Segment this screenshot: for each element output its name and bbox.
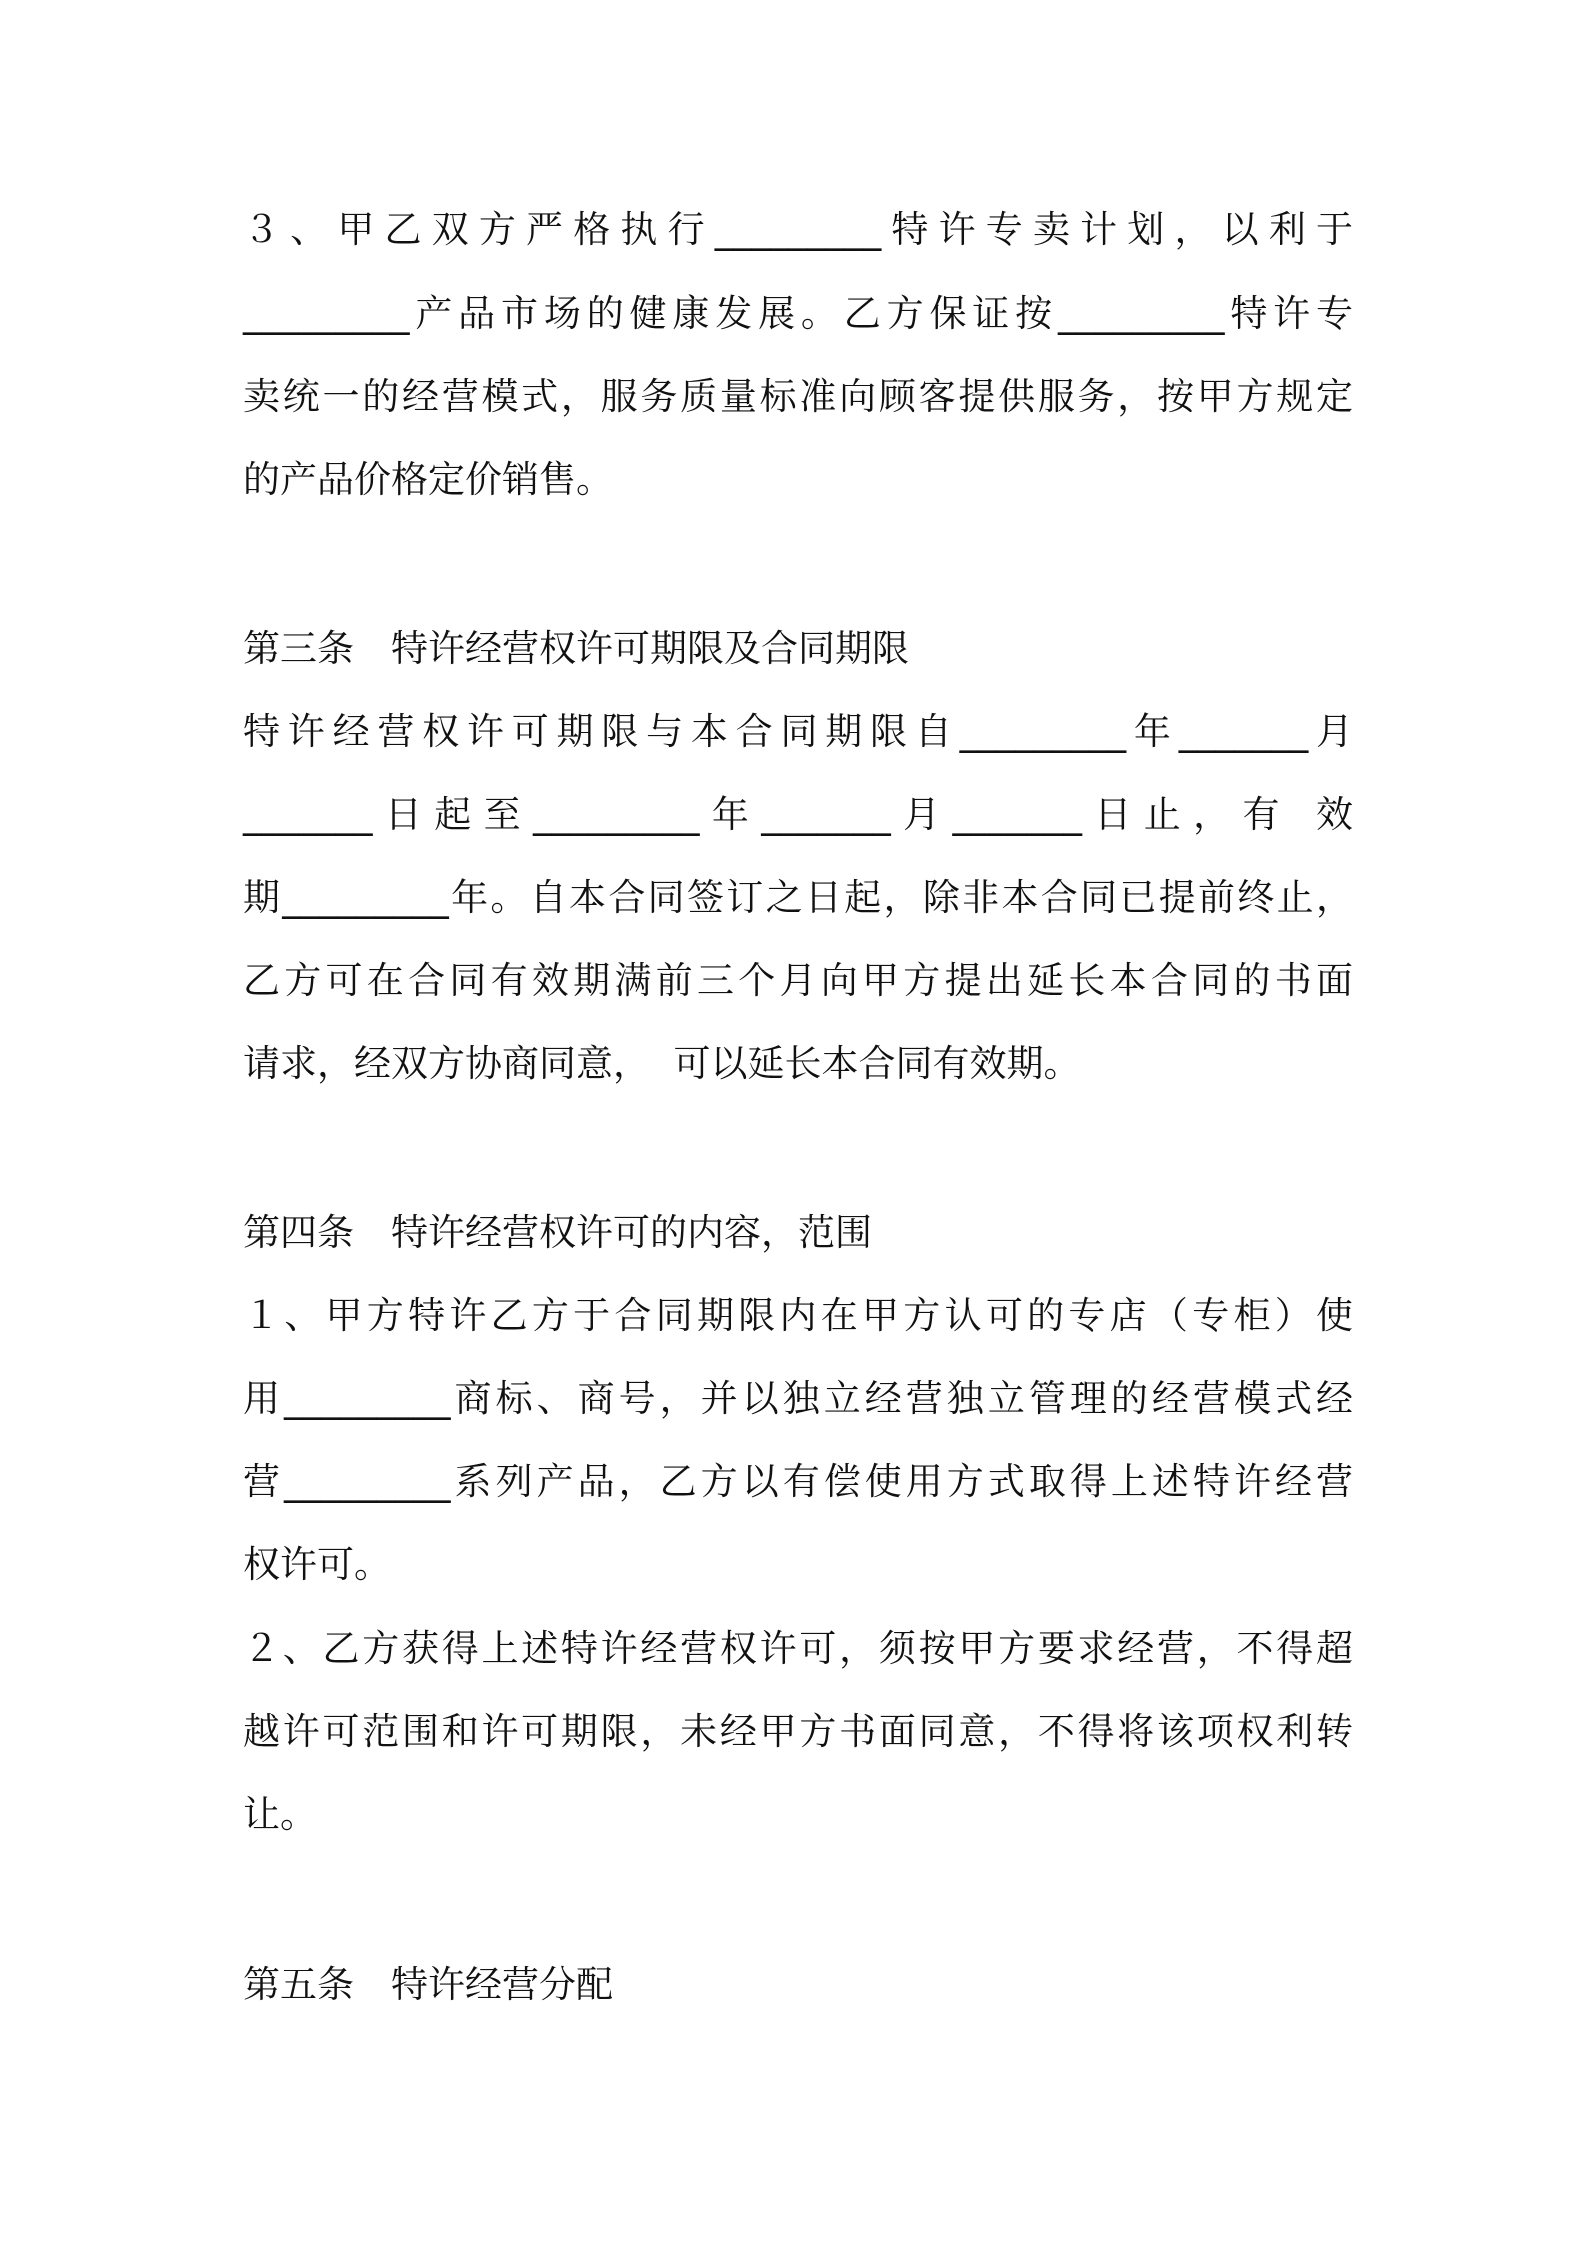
article-4-item-2-line-2: 越许可范围和许可期限，未经甲方书面同意，不得将该项权利转 [243, 1710, 1353, 1753]
article-5-heading: 第五条 特许经营分配 [243, 1963, 613, 2006]
clause-3-line-4: 的产品价格定价销售。 [243, 458, 613, 501]
article-3-line-1: 特许经营权许可期限与本合同期限自_________年_______月 [243, 710, 1353, 753]
article-3-line-4: 乙方可在合同有效期满前三个月向甲方提出延长本合同的书面 [243, 959, 1353, 1002]
article-4-item-1-line-1: １、甲方特许乙方于合同期限内在甲方认可的专店（专柜）使 [243, 1294, 1353, 1337]
clause-3-line-3: 卖统一的经营模式，服务质量标准向顾客提供服务，按甲方规定 [243, 375, 1353, 418]
article-4-item-2-line-3: 让。 [243, 1793, 317, 1836]
article-3-line-2: _______日起至_________年_______月_______日止，有 效 [243, 793, 1353, 836]
article-4-item-2-line-1: ２、乙方获得上述特许经营权许可，须按甲方要求经营，不得超 [243, 1627, 1353, 1670]
article-4-item-1-line-3: 营_________系列产品，乙方以有偿使用方式取得上述特许经营 [243, 1460, 1353, 1503]
article-4-item-1-line-4: 权许可。 [243, 1543, 391, 1586]
article-4-heading: 第四条 特许经营权许可的内容，范围 [243, 1211, 872, 1254]
article-4-item-1-line-2: 用_________商标、商号，并以独立经营独立管理的经营模式经 [243, 1377, 1353, 1420]
clause-3-line-1: ３、甲乙双方严格执行_________特许专卖计划，以利于 [243, 208, 1353, 251]
article-3-line-5: 请求，经双方协商同意， 可以延长本合同有效期。 [243, 1042, 1081, 1085]
article-3-line-3: 期_________年。自本合同签订之日起，除非本合同已提前终止， [243, 876, 1353, 919]
clause-3-line-2: _________产品市场的健康发展。乙方保证按_________特许专 [243, 292, 1353, 335]
article-3-heading: 第三条 特许经营权许可期限及合同期限 [243, 627, 909, 670]
